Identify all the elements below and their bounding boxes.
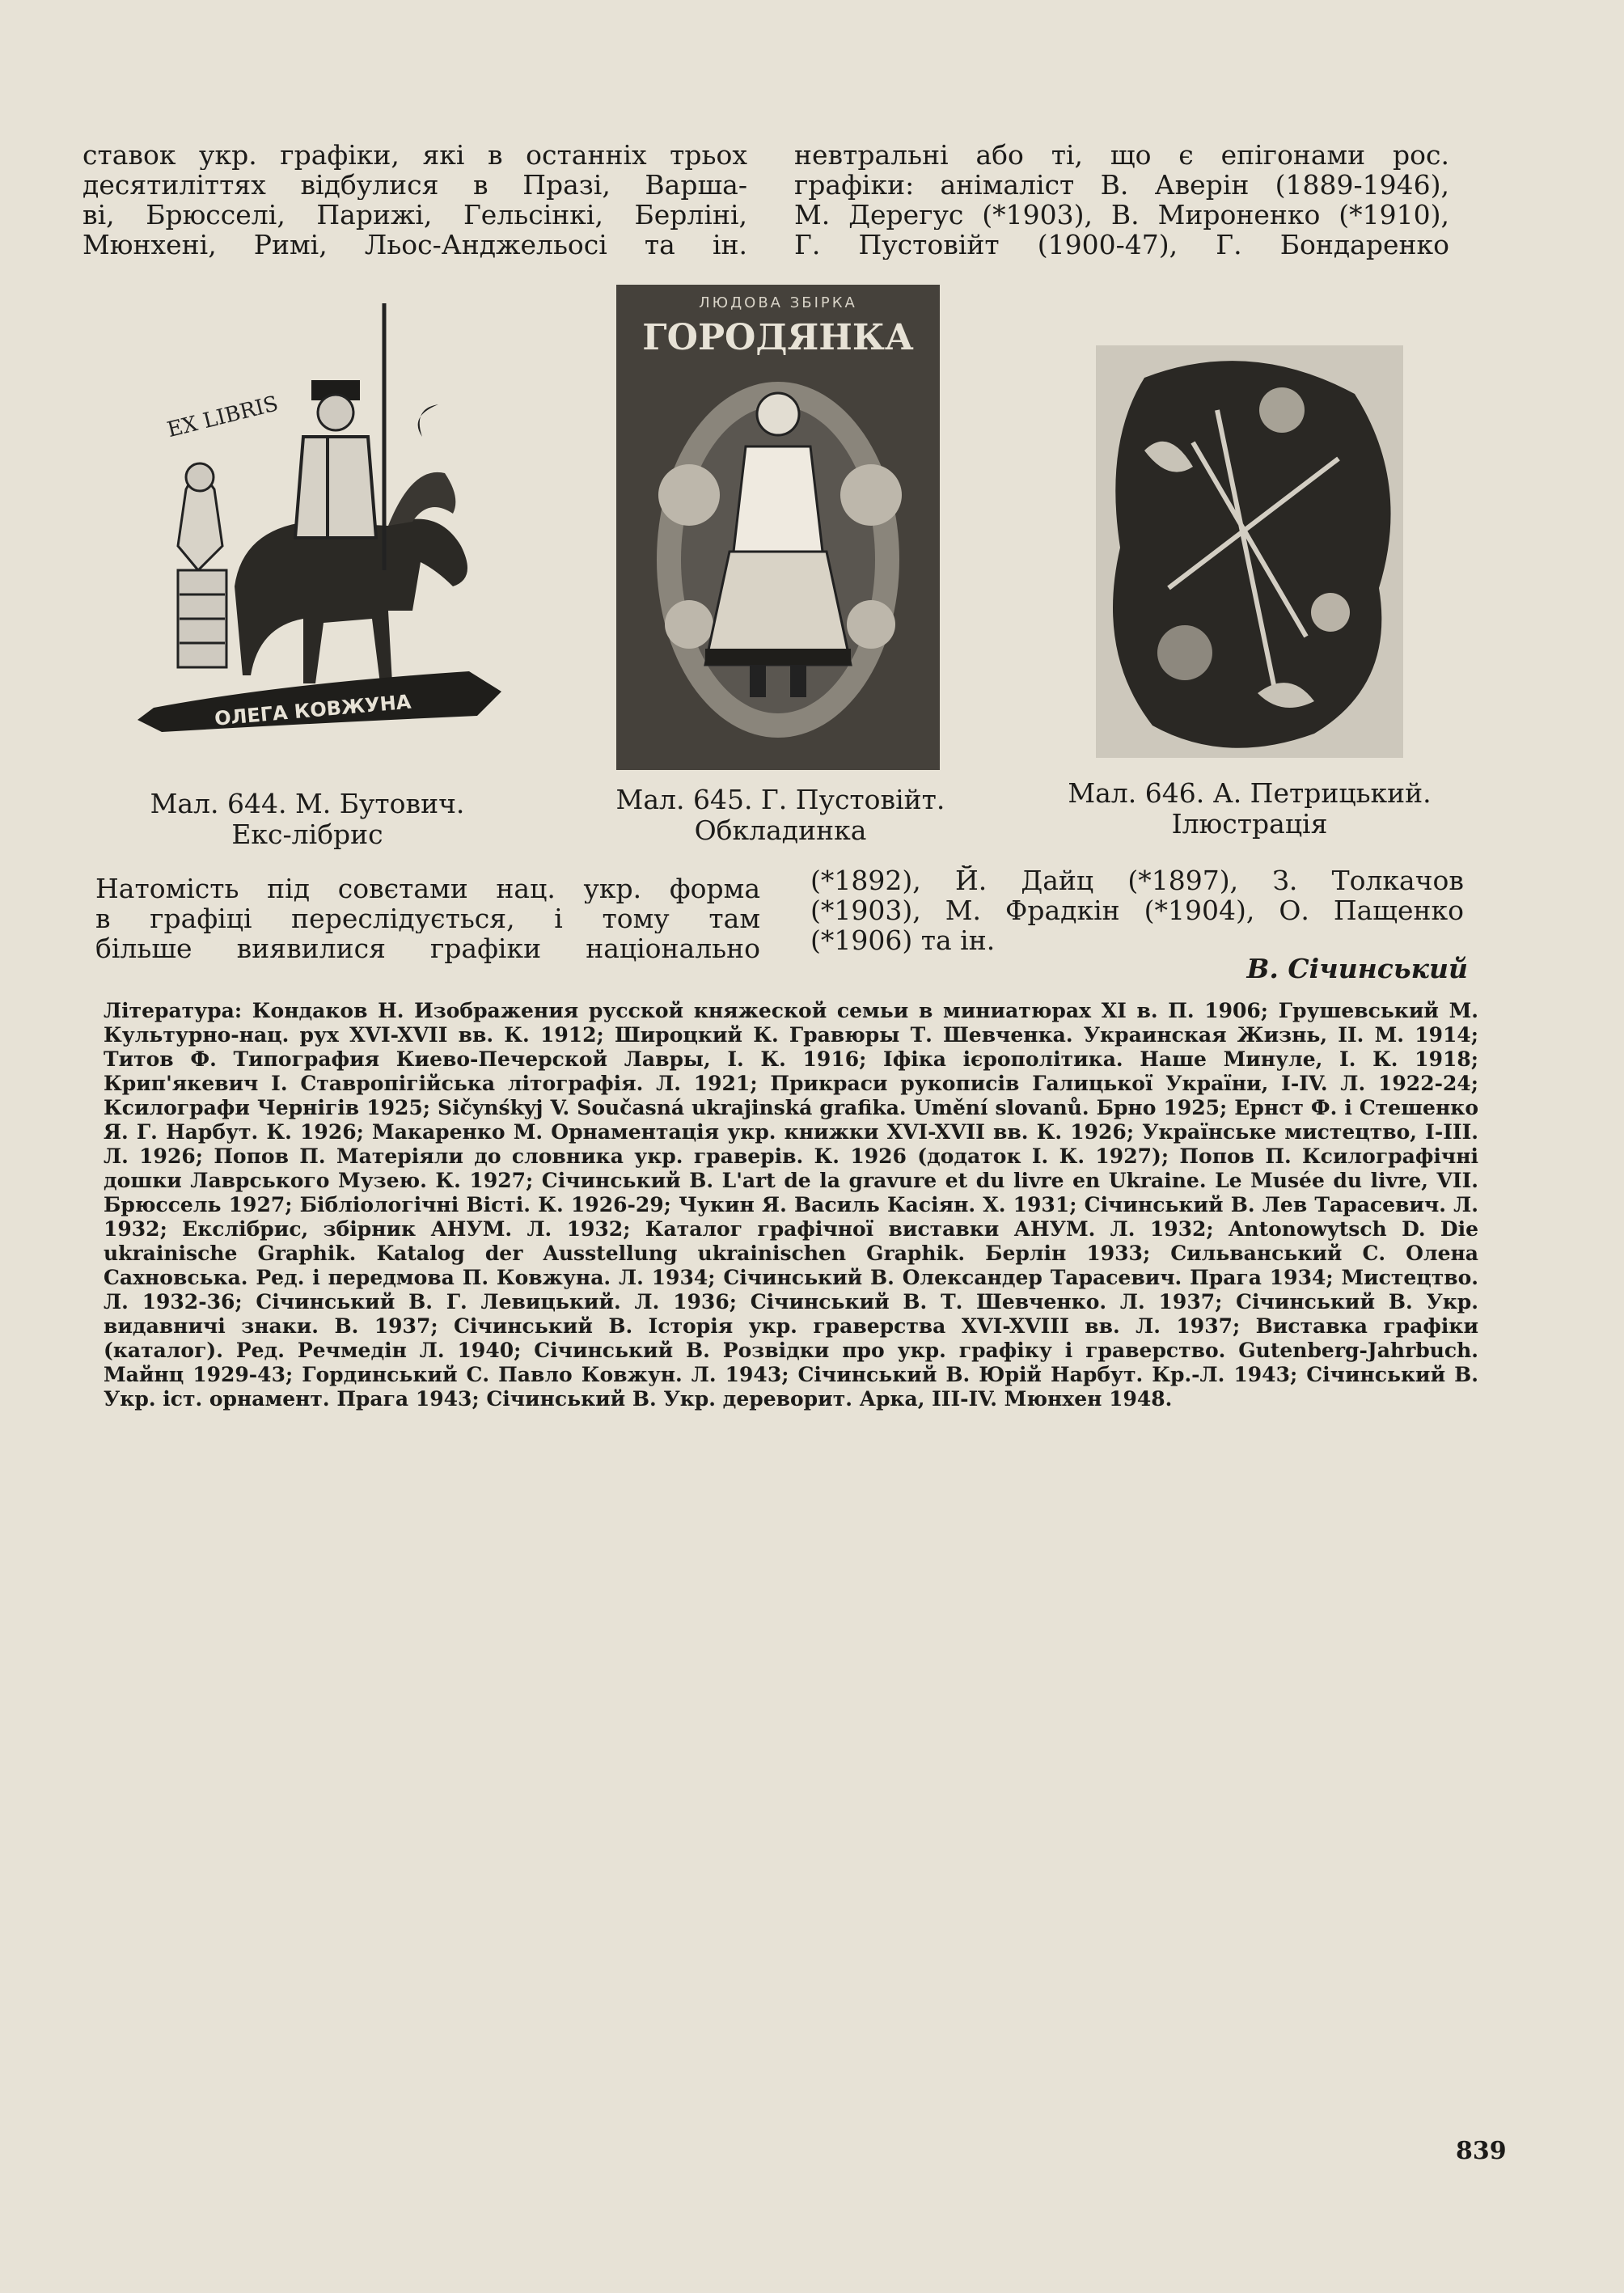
text-line: (*1906) та ін. xyxy=(810,925,996,955)
literature-text: Кондаков Н. Изображения русской княжеской семьи в миниатюрах XI в. П. 1906; Грушевський М. Культурно-нац. рух XVI-XVII вв. К. 1912; Широцкий К. Гравюры Т. Шевченка. Украинская Жизнь, II. М. 1914; Титов Ф. Типография Киево-Печерской Лавры, I. К. 1916; Іфіка ієрополітика. Наше Минуле, I. К. 1918; Крип'якевич І. Ставропігійська літографія. Л. 1921; Прикраси рукописів Галицької України, I-IV. Л. 1922-24; Ксилографи Чернігів 1925; Sičynśkyj V. Současná ukrajinská grafika. Umění slovanů. Брно 1925; Ернст Ф. і Стешенко Я. Г. Нарбут. К. 1926; Макаренко М. Орнаментація укр. книжки XVI-XVII вв. К. 1926; Українське мистецтво, I-III. Л. 1926; Попов П. Матеріяли до словника укр. граверів. К. 1926 (додаток I. К. 1927); Попов П. Ксилографічні дошки Лаврського Музею. К. 1927; Січинський В. L'art de la gravure et du livre en Ukraine. Le Musée du livre, VII. Брюссель 1927; Бібліологічні Вісті. К. 1926-29; Чукин Я. Василь Касіян. Х. 1931; Січинський В. Лев Тарасевич. Л. 1932; Екслібрис, збірник АНУМ. Л. 1932; Каталог графічної виставки АНУМ. Л. 1932; Antonowytsch D. Die ukrainische Graphik. Katalog der Ausstellung ukrainischen Graphik. Берлін 1933; Сильванський С. Олена Сахновська. Ред. і передмова П. Ковжуна. Л. 1934; Січинський В. Олександер Тарасевич. Прага 1934; Мистецтво. Л. 1932-36; Січинський В. Г. Левицький. Л. 1936; Січинський В. Т. Шевченко. Л. 1937; Січинський В. Укр. видавничі знаки. В. 1937; Січинський В. Історія укр. граверства XVI-XVIII вв. Л. 1937; Виставка графіки (каталог). Ред. Речмедін Л. 1940; Січинський В. Розвідки про укр. графіку і граверство. Gutenberg-Jahrbuch. Майнц 1929-43; Гординський С. Павло Ковжун. Л. 1943; Січинський В. Юрій Нарбут. Кр.-Л. 1943; Січинський В. Укр. іст. орнамент. Прага 1943; Січинський В. Укр. дереворит. Арка, III-IV. Мюнхен 1948. xyxy=(104,999,1478,1411)
caption-label: Мал. 644. М. Бутович. xyxy=(150,788,465,819)
text-line: (*1903), М. Фрадкін (*1904), О. Пащенко xyxy=(810,895,1464,925)
figure-646-illustration xyxy=(1096,345,1403,758)
caption-label: Мал. 645. Г. Пустовійт. xyxy=(615,784,945,815)
caption-sublabel: Обкладинка xyxy=(694,814,867,846)
figure-644-caption xyxy=(113,789,501,850)
petrytsky-illustration xyxy=(1096,345,1403,758)
book-cover-illustration xyxy=(616,285,940,770)
text-column-top-left xyxy=(82,140,747,260)
ex-libris-banner-text: ОЛЕГА КОВЖУНА xyxy=(214,690,412,730)
cover-title-text: ГОРОДЯНКА xyxy=(642,317,914,358)
literature-references xyxy=(104,999,1478,1411)
text-line: (*1892), Й. Дайц (*1897), З. Толкачов xyxy=(810,865,1464,895)
text-column-middle-left xyxy=(95,874,760,963)
author-signature: В. Січинський xyxy=(1246,953,1468,984)
text-column-top-right xyxy=(794,140,1449,260)
text-line: десятиліттях відбулися в Празі, Варша- xyxy=(82,170,747,200)
figure-646-caption xyxy=(1039,778,1460,840)
caption-sublabel: Екс-лібрис xyxy=(231,819,383,850)
ex-libris-heading: EX LIBRIS xyxy=(164,391,281,443)
text-line: в графіці переслідується, і тому там xyxy=(95,903,760,933)
caption-sublabel: Ілюстрація xyxy=(1171,808,1328,840)
text-line: графіки: анімаліст В. Аверін (1889-1946), xyxy=(794,170,1449,200)
figure-644-ex-libris xyxy=(121,303,526,756)
cover-series-text: ЛЮДОВА ЗБІРКА xyxy=(699,294,857,311)
text-line: невтральні або ті, що є епігонами рос. xyxy=(794,140,1449,170)
text-line: більше виявилися графіки національно xyxy=(95,933,760,963)
figure-645-caption xyxy=(590,785,971,846)
ex-libris-illustration xyxy=(121,303,526,756)
page-number: 839 xyxy=(1456,2137,1507,2165)
text-line: Натомість під совєтами нац. укр. форма xyxy=(95,874,760,903)
text-column-middle-right xyxy=(810,865,1464,955)
text-line: ві, Брюсселі, Парижі, Гельсінкі, Берліні, xyxy=(82,200,747,230)
text-line: М. Дерегус (*1903), В. Мироненко (*1910), xyxy=(794,200,1449,230)
caption-label: Мал. 646. А. Петрицький. xyxy=(1068,777,1432,809)
literature-lead: Література: xyxy=(104,999,243,1022)
text-line: ставок укр. графіки, які в останніх трьох xyxy=(82,140,747,170)
text-line: Мюнхені, Римі, Льос-Анджельосі та ін. xyxy=(82,230,747,260)
figure-645-book-cover xyxy=(616,285,940,770)
text-line: Г. Пустовійт (1900-47), Г. Бондаренко xyxy=(794,230,1449,260)
